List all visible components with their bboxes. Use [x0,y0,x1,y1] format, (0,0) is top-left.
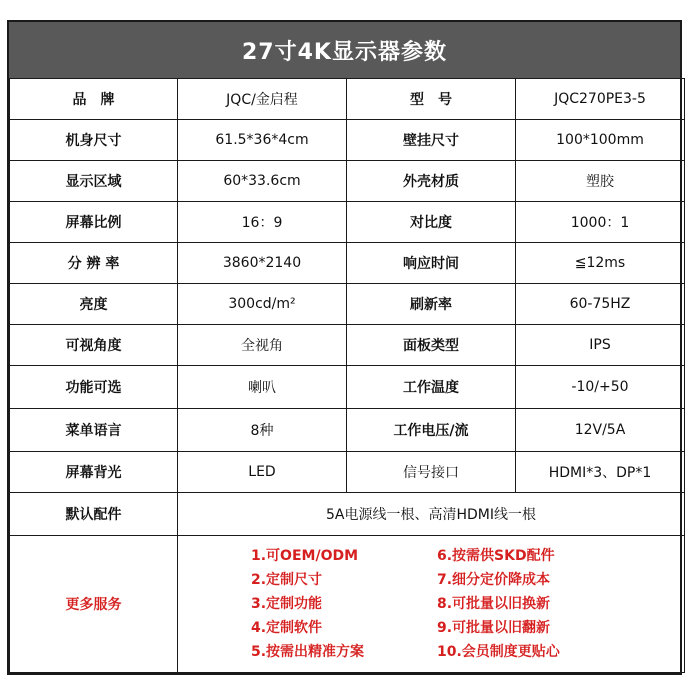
spec-value: 61.5*36*4cm [178,120,347,161]
spec-label: 品 牌 [10,79,178,120]
spec-value: JQC/金启程 [178,79,347,120]
spec-label: 型 号 [347,79,516,120]
accessories-value: 5A电源线一根、高清HDMI线一根 [178,493,685,536]
spec-value: JQC270PE3-5 [516,79,685,120]
spec-value: 全视角 [178,325,347,366]
spec-label: 分 辨 率 [10,243,178,284]
spec-sheet [7,20,682,675]
spec-value: IPS [516,325,685,366]
spec-value: -10/+50 [516,366,685,409]
table-row [10,79,685,120]
spec-value: 60-75HZ [516,284,685,325]
service-item: 1.可OEM/ODM [251,548,359,564]
spec-label: 菜单语言 [10,409,178,452]
spec-label: 亮度 [10,284,178,325]
service-item: 8.可批量以旧换新 [437,596,551,612]
spec-label: 屏幕背光 [10,452,178,493]
spec-label: 对比度 [347,202,516,243]
accessories-row [10,493,685,536]
table-row [10,409,685,452]
spec-value: HDMI*3、DP*1 [516,452,685,493]
page-title: 27寸4K显示器参数 [9,22,680,78]
spec-value: 60*33.6cm [178,161,347,202]
table-row [10,202,685,243]
spec-value: 3860*2140 [178,243,347,284]
service-item: 3.定制功能 [251,596,323,612]
service-item: 6.按需供SKD配件 [437,548,555,564]
spec-value: ≦12ms [516,243,685,284]
spec-label: 可视角度 [10,325,178,366]
table-row [10,284,685,325]
spec-value: 100*100mm [516,120,685,161]
spec-label: 显示区域 [10,161,178,202]
table-row [10,161,685,202]
service-item: 10.会员制度更贴心 [437,644,560,660]
spec-label: 壁挂尺寸 [347,120,516,161]
spec-table [9,78,685,673]
spec-value: 1000：1 [516,202,685,243]
services-label: 更多服务 [10,536,178,673]
spec-label: 响应时间 [347,243,516,284]
table-row [10,452,685,493]
spec-label: 面板类型 [347,325,516,366]
service-item: 5.按需出精准方案 [251,644,365,660]
accessories-label: 默认配件 [10,493,178,536]
spec-value: 12V/5A [516,409,685,452]
spec-label: 工作温度 [347,366,516,409]
table-row [10,120,685,161]
spec-label: 机身尺寸 [10,120,178,161]
services-list [178,536,685,673]
spec-label: 功能可选 [10,366,178,409]
spec-value: 300cd/m² [178,284,347,325]
spec-value: LED [178,452,347,493]
service-item: 7.细分定价降成本 [437,572,551,588]
service-item: 4.定制软件 [251,620,323,636]
spec-label: 信号接口 [347,452,516,493]
spec-label: 工作电压/流 [347,409,516,452]
spec-label: 刷新率 [347,284,516,325]
table-row [10,243,685,284]
spec-value: 16：9 [178,202,347,243]
table-row [10,325,685,366]
service-item: 9.可批量以旧翻新 [437,620,551,636]
table-row [10,366,685,409]
spec-value: 喇叭 [178,366,347,409]
spec-label: 屏幕比例 [10,202,178,243]
spec-label: 外壳材质 [347,161,516,202]
services-row [10,536,685,673]
spec-value: 塑胶 [516,161,685,202]
spec-value: 8种 [178,409,347,452]
service-item: 2.定制尺寸 [251,572,323,588]
